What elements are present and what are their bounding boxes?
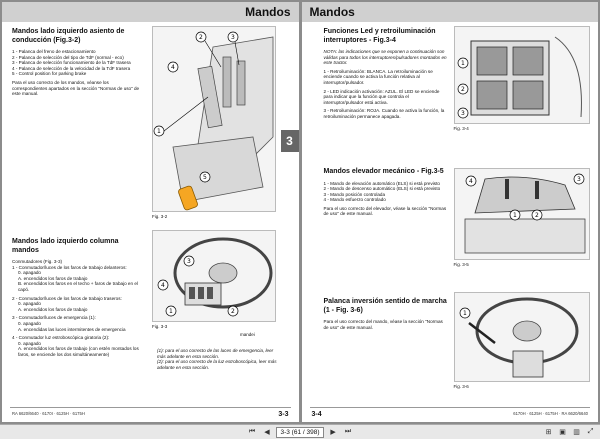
- next-page-icon[interactable]: ▶: [330, 429, 336, 436]
- item-list: [12, 49, 142, 77]
- list-item: 3 - Palanca de selección funcionamiento de la TdF trasera: [12, 60, 131, 66]
- seat-controls-illustration: [153, 27, 276, 212]
- figure-mechanical-lift: [454, 168, 590, 260]
- figure-side-label: mandei: [240, 332, 255, 337]
- section-title: Mandos lado izquierdo columna mandos: [12, 238, 119, 254]
- list-item: 0. apagado: [18, 270, 41, 276]
- list-item: B. encendidos los faros en el techo + faros de trabajo en el capó.: [18, 281, 138, 292]
- section-title: Mandos lado izquierdo asiento de conducción (Fig.3-2): [12, 28, 125, 44]
- zoom-icon[interactable]: ⊞: [545, 429, 552, 436]
- page-header-title: Mandos: [309, 5, 355, 19]
- list-item: 2 - Conmutador/luces de los faros de trabajo traseros:: [12, 295, 122, 301]
- list-item: A. encendidos los faros de trabajo: [18, 275, 88, 281]
- figure-seat-controls: [152, 26, 276, 212]
- footer-models: 6170H · 6125H · 6175H · RA 6620/6640: [513, 411, 588, 416]
- two-page-view-icon[interactable]: ▥: [573, 429, 580, 436]
- svg-text:2: 2: [199, 34, 203, 41]
- section-title: Funciones Led y retroiluminación interruptores - Fig.3-4: [323, 28, 436, 44]
- list-item: 2 - Palanca de selección del tipo de TdF (normal - eco): [12, 54, 124, 60]
- subheading: Conmutadores (Fig. 3-3): [12, 259, 63, 264]
- figure-column-switches: [152, 230, 276, 322]
- footer-models: RA 6620/6640 · 6170I · 6125H · 6175H: [12, 411, 85, 416]
- svg-text:1: 1: [169, 308, 173, 315]
- section-seat-controls: [12, 28, 142, 100]
- svg-text:3: 3: [231, 34, 235, 41]
- steering-switches-illustration: [153, 231, 276, 322]
- document-spread: [2, 2, 598, 422]
- section-column-controls: [12, 238, 147, 358]
- svg-text:3: 3: [187, 258, 191, 265]
- svg-text:1: 1: [157, 128, 161, 135]
- footnote: (1): para el uso correcto de las luces de emergencia, leer más adelante en esta sección.: [157, 348, 274, 359]
- svg-text:5: 5: [203, 174, 207, 181]
- previous-page-icon[interactable]: ◀: [264, 429, 270, 436]
- list-item: 4 - Mando esfuerzo controlado: [323, 197, 386, 203]
- list-item: 1 - Retroiluminación: BLANCA. La retroiluminación se enciende cuando se activa la función relativa al interruptor/pulsador.: [323, 68, 433, 85]
- fit-page-icon[interactable]: ▣: [559, 429, 566, 436]
- svg-text:4: 4: [468, 178, 473, 185]
- note: NOTA: las indicaciones que se exponen a continuación son válidas para todos los interruptores/pulsadores montados en este tractor.: [323, 49, 447, 66]
- page-number: 3-4: [311, 411, 322, 418]
- list-item: 3 - Mando posición controlada: [323, 191, 386, 197]
- page-number: 3-3: [278, 411, 289, 418]
- last-page-icon[interactable]: ⏭: [344, 428, 352, 435]
- section-reverse-lever: [324, 298, 449, 333]
- list-item: 0. apagado: [18, 340, 41, 346]
- figure-caption: Fig. 3-3: [152, 324, 168, 329]
- svg-text:2: 2: [534, 212, 539, 219]
- svg-text:4: 4: [171, 64, 175, 71]
- svg-text:3: 3: [576, 176, 581, 183]
- figure-reverse-lever: [454, 292, 590, 382]
- fullscreen-icon[interactable]: ⤢: [587, 428, 594, 435]
- section-led-functions: [324, 28, 449, 123]
- page-header-title: Mandos: [245, 5, 291, 19]
- footer-divider: [10, 407, 291, 408]
- viewer-toolbar: [0, 424, 600, 439]
- svg-text:4: 4: [161, 282, 165, 289]
- footnotes: [157, 348, 282, 370]
- reverse-lever-illustration: [455, 293, 590, 382]
- svg-text:2: 2: [231, 308, 235, 315]
- svg-text:3: 3: [460, 110, 465, 117]
- view-controls: [543, 427, 596, 438]
- lift-controls-illustration: [455, 169, 590, 260]
- list-item: A. encendidos los faros de trabajo (con estén montados los faros, se enciende los dos simultáneamente): [18, 346, 139, 357]
- first-page-icon[interactable]: ⏮: [248, 428, 256, 435]
- svg-text:2: 2: [460, 86, 465, 93]
- svg-text:1: 1: [460, 60, 465, 67]
- list-item: 1 - Conmutador/luces de los faros de trabajo delanteros:: [12, 264, 127, 270]
- list-item: 2 - LED indicación activación: AZUL. El LED se enciende para indicar que la función que controla el interruptor/pulsador está activa.: [323, 88, 440, 105]
- page-indicator-input[interactable]: 3-3 (61 / 398): [276, 427, 323, 438]
- list-item: 0. apagado: [18, 320, 41, 326]
- figure-caption: Fig. 3-4: [453, 126, 469, 131]
- list-item: 2 - Mando de descenso automático (ELS) si está previsto: [323, 186, 441, 192]
- list-item: 1 - Mando de elevación automático (ELS) si está previsto: [323, 180, 440, 186]
- section-title: Mandos elevador mecánico - Fig.3-5: [323, 168, 444, 175]
- paragraph: Para el uso correcto de los mandos, véanse los correspondientes apartados en la sección "Normas de uso" de este manual.: [12, 79, 140, 97]
- chapter-tab: 3: [281, 130, 299, 152]
- figure-caption: Fig. 3-2: [152, 214, 168, 219]
- list-item: 4 - Palanca de selección de la velocidad de la TdF trasera: [12, 65, 131, 71]
- switch-panel-illustration: [455, 27, 590, 124]
- left-page: [2, 2, 299, 422]
- list-item: 1 - Palanca del freno de estacionamiento: [12, 49, 96, 54]
- list-item: 5 - Control position for parking brake: [12, 71, 87, 77]
- list-item: 0. apagado: [18, 301, 41, 307]
- section-mechanical-lift: [324, 168, 449, 220]
- footnote: (2): para el uso correcto de la luz estroboscópica, leer más adelante en esta sección.: [157, 359, 277, 370]
- figure-led-switches: [454, 26, 590, 124]
- list-item: A. encendidas las luces intermitentes de emergencia: [18, 326, 126, 332]
- paragraph: Para el uso correcto del mando, véase la sección "Normas de uso" de este manual.: [323, 319, 443, 330]
- section-title: Palanca inversión sentido de marcha (1 - Fig. 3-6): [323, 298, 447, 314]
- list-item: A. encendidos los faros de trabajo: [18, 306, 88, 312]
- right-page: [302, 2, 599, 422]
- footer-divider: [310, 407, 591, 408]
- svg-text:1: 1: [462, 310, 467, 317]
- list-item: 3 - Conmutador/luces de emergencia (1):: [12, 315, 96, 321]
- figure-caption: Fig. 3-6: [453, 384, 469, 389]
- list-item: 4 - Conmutador luz estroboscópica giratoria (2):: [12, 335, 110, 341]
- list-item: 3 - Retroiluminación: ROJA. Cuando se activa la función, la retroiluminación permanece apagada.: [323, 108, 445, 119]
- paragraph: Para el uso correcto del elevador, véase la sección "Normas de uso" de este manual.: [323, 205, 447, 217]
- figure-caption: Fig. 3-5: [453, 262, 469, 267]
- svg-text:1: 1: [512, 212, 517, 219]
